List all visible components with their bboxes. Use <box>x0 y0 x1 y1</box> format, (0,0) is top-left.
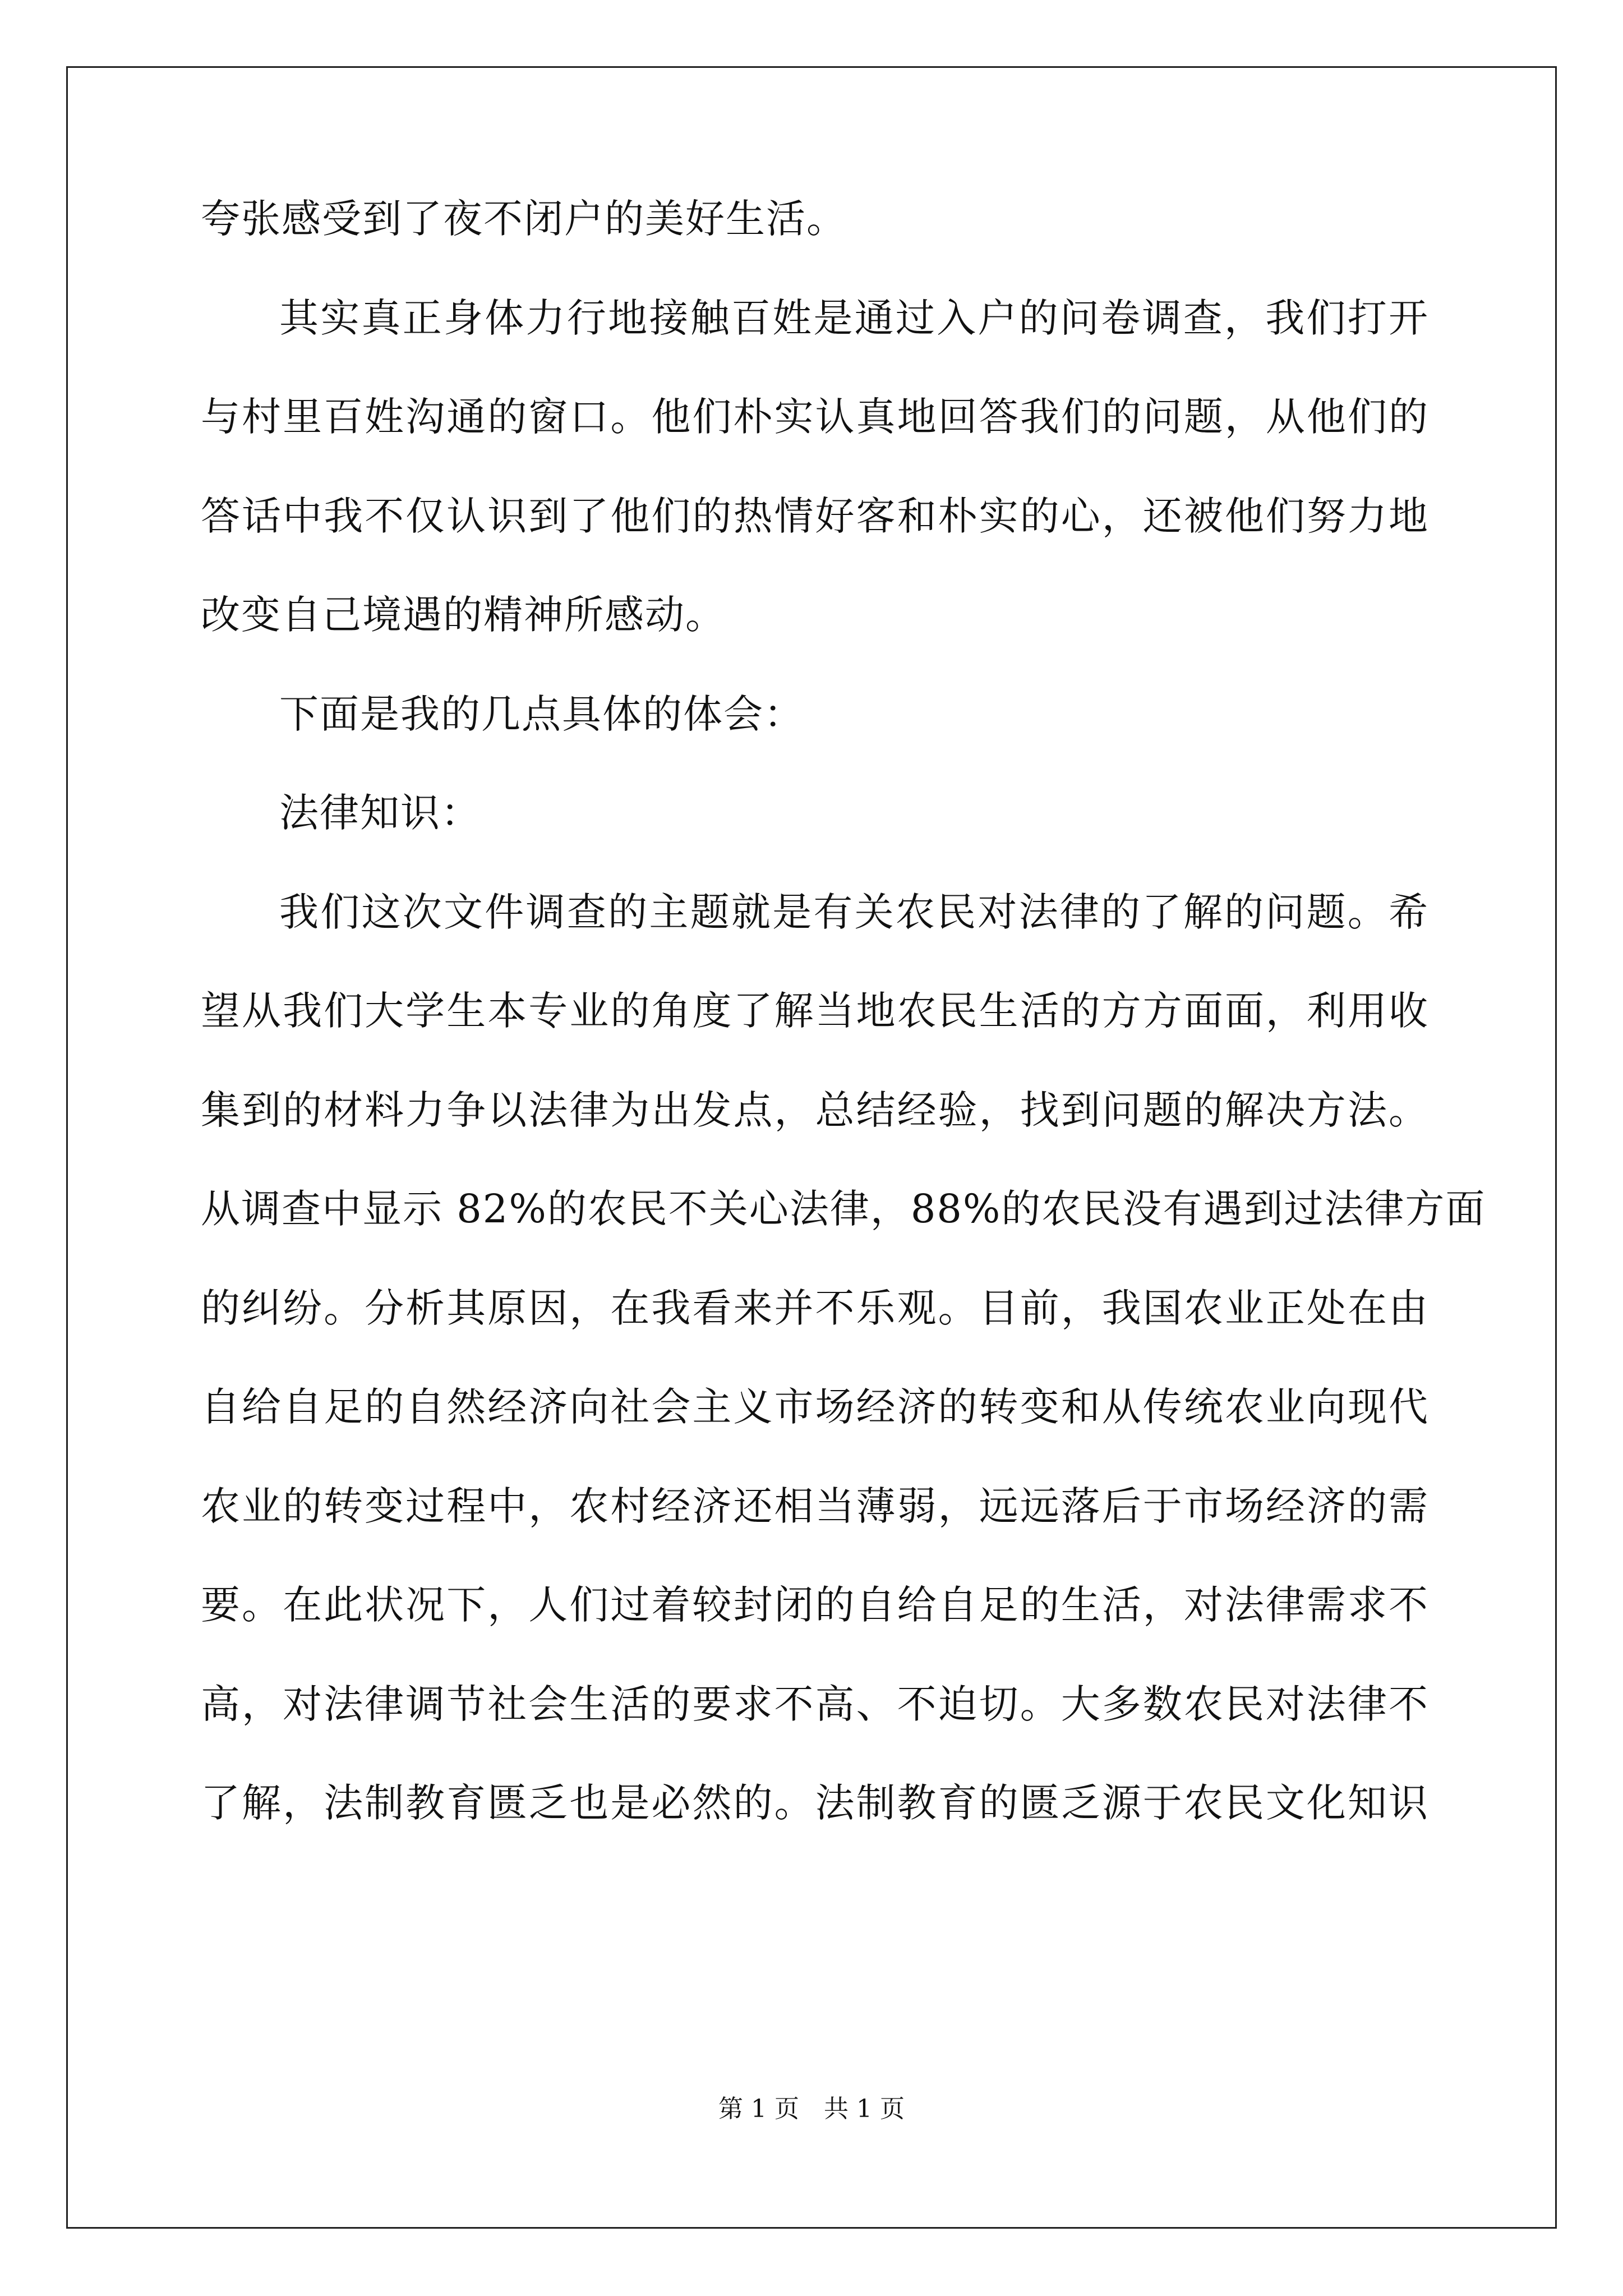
text-line: 我们这次文件调查的主题就是有关农民对法律的了解的问题。希 <box>279 889 1429 935</box>
text-line: 改变自己境遇的精神所感动。 <box>201 592 726 638</box>
text-line: 夸张感受到了夜不闭户的美好生活。 <box>201 196 847 242</box>
text-line: 农业的转变过程中，农村经济还相当薄弱，远远落后于市场经济的需 <box>201 1483 1429 1529</box>
page-number-footer: 第 1 页 共 1 页 <box>718 2095 905 2123</box>
text-line: 了解，法制教育匮乏也是必然的。法制教育的匮乏源于农民文化知识 <box>201 1780 1429 1826</box>
text-line: 自给自足的自然经济向社会主义市场经济的转变和从传统农业向现代 <box>201 1384 1429 1430</box>
text-line: 答话中我不仅认识到了他们的热情好客和朴实的心，还被他们努力地 <box>201 493 1429 539</box>
text-line: 与村里百姓沟通的窗口。他们朴实认真地回答我们的问题，从他们的 <box>201 394 1429 440</box>
text-line: 其实真正身体力行地接触百姓是通过入户的问卷调查，我们打开 <box>279 295 1429 341</box>
text-line: 下面是我的几点具体的体会： <box>279 691 804 737</box>
text-line: 集到的材料力争以法律为出发点，总结经验，找到问题的解决方法。 <box>201 1087 1429 1133</box>
text-line: 的纠纷。分析其原因，在我看来并不乐观。目前，我国农业正处在由 <box>201 1285 1429 1331</box>
text-line: 从调查中显示 82%的农民不关心法律，88%的农民没有遇到过法律方面 <box>201 1186 1486 1232</box>
section-heading: 法律知识： <box>279 790 481 836</box>
text-line: 高，对法律调节社会生活的要求不高、不迫切。大多数农民对法律不 <box>201 1681 1429 1727</box>
text-line: 要。在此状况下，人们过着较封闭的自给自足的生活，对法律需求不 <box>201 1582 1429 1628</box>
text-line: 望从我们大学生本专业的角度了解当地农民生活的方方面面，利用收 <box>201 988 1429 1034</box>
